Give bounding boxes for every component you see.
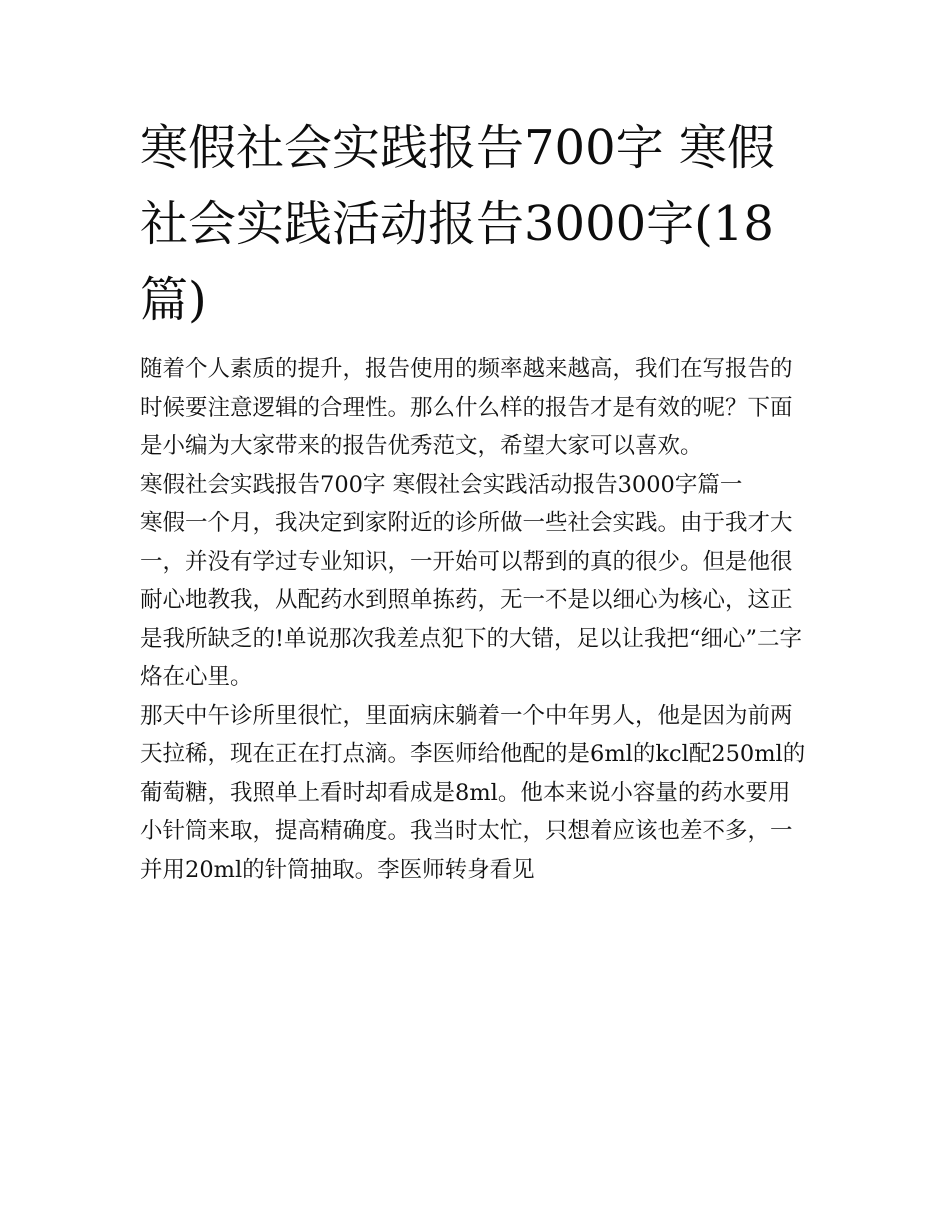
- body-paragraph: 寒假一个月，我决定到家附近的诊所做一些社会实践。由于我才大一，并没有学过专业知识，一开始可以帮到的真的很少。但是他很耐心地教我，从配药水到照单拣药，无一不是以细心为核心，这正是我所缺乏的!单说那次我差点犯下的大错，足以让我把“细心”二字烙在心里。: [140, 510, 803, 690]
- intro-paragraph: 随着个人素质的提升，报告使用的频率越来越高，我们在写报告的时候要注意逻辑的合理性。那么什么样的报告才是有效的呢？下面是小编为大家带来的报告优秀范文，希望大家可以喜欢。: [140, 356, 793, 459]
- body-paragraph: 那天中午诊所里很忙，里面病床躺着一个中年男人，他是因为前两天拉稀，现在正在打点滴。李医师给他配的是6ml的kcl配250ml的葡萄糖，我照单上看时却看成是8ml。他本来说小容量的药水要用小针筒来取，提高精确度。我当时太忙，只想着应该也差不多，一并用20ml的针筒抽取。李医师转身看见: [140, 702, 806, 883]
- document-title: 寒假社会实践报告700字 寒假社会实践活动报告3000字(18篇): [140, 120, 775, 328]
- document-body: [140, 350, 812, 889]
- document-page: [140, 110, 812, 889]
- section-heading: 寒假社会实践报告700字 寒假社会实践活动报告3000字篇一: [140, 471, 743, 498]
